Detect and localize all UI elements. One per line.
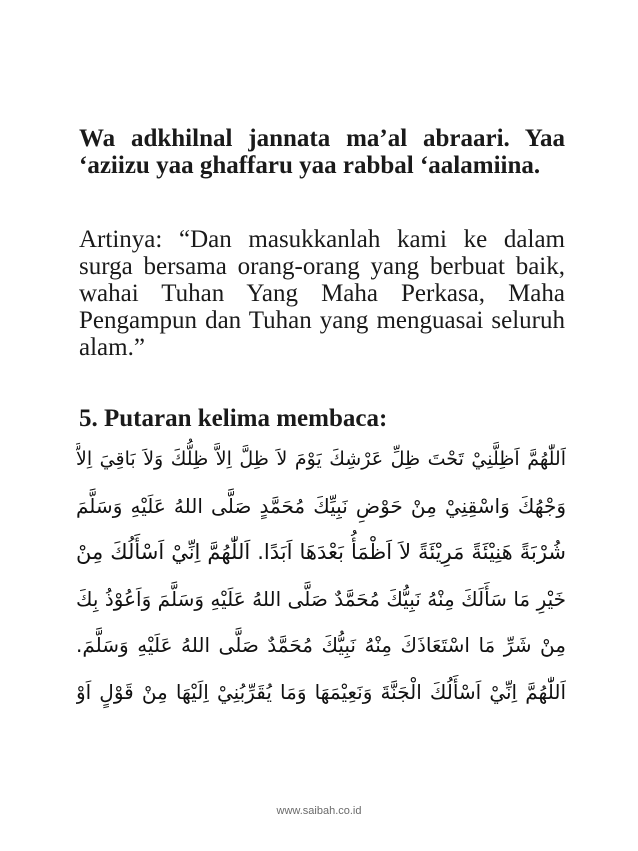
arabic-line-6: اَللّٰهُمَّ اِنِّيْ اَسْأَلُكَ الْجَنَّةَ وَنَعِيْمَهَا وَمَا يُقَرِّبُنِيْ اِلَيْهَا مِنْ قَوْلٍ اَوْ — [76, 679, 566, 704]
footer-website-url: www.saibah.co.id — [276, 805, 362, 817]
arabic-line-2: وَجْهُكَ وَاسْقِنِيْ مِنْ حَوْضِ نَبِيِّكَ مُحَمَّدٍ صَلَّى اللهُ عَلَيْهِ وَسَلَّمَ — [76, 493, 566, 518]
section-heading: 5. Putaran kelima membaca: — [79, 405, 388, 432]
arabic-line-1: اَللّٰهُمَّ اَظِلَّنِيْ تَحْتَ ظِلِّ عَرْشِكَ يَوْمَ لاَ ظِلَّ اِلاَّ ظِلُّكَ وَلاَ بَاقِيَ اِلاَّ — [76, 448, 566, 470]
transliteration-paragraph: Wa adkhilnal jannata ma’al abraari. Yaa ‘aziizu yaa ghaffaru yaa rabbal ‘aalamiina. — [79, 125, 565, 179]
translation-paragraph: Artinya: “Dan masukkanlah kami ke dalam surga bersama orang-orang yang berbuat baik, wahai Tuhan Yang Maha Perkasa, Maha Pengampun dan Tuhan yang menguasai seluruh alam.” — [79, 226, 565, 361]
arabic-line-3: شُرْبَةً هَنِيْئَةً مَرِيْئَةً لاَ اَظْمَأُ بَعْدَهَا اَبَدًا. اَللّٰهُمَّ اِنِّيْ اَسْأَلُكَ مِنْ — [76, 540, 566, 564]
arabic-line-4: خَيْرِ مَا سَأَلَكَ مِنْهُ نَبِيُّكَ مُحَمَّدٌ صَلَّى اللهُ عَلَيْهِ وَسَلَّمَ وَاَعُوْذُ بِكَ — [76, 586, 566, 611]
arabic-line-5: مِنْ شَرِّ مَا اسْتَعَاذَكَ مِنْهُ نَبِيُّكَ مُحَمَّدٌ صَلَّى اللهُ عَلَيْهِ وَسَلَّمَ. — [76, 633, 566, 657]
arabic-prayer-block — [76, 436, 566, 715]
